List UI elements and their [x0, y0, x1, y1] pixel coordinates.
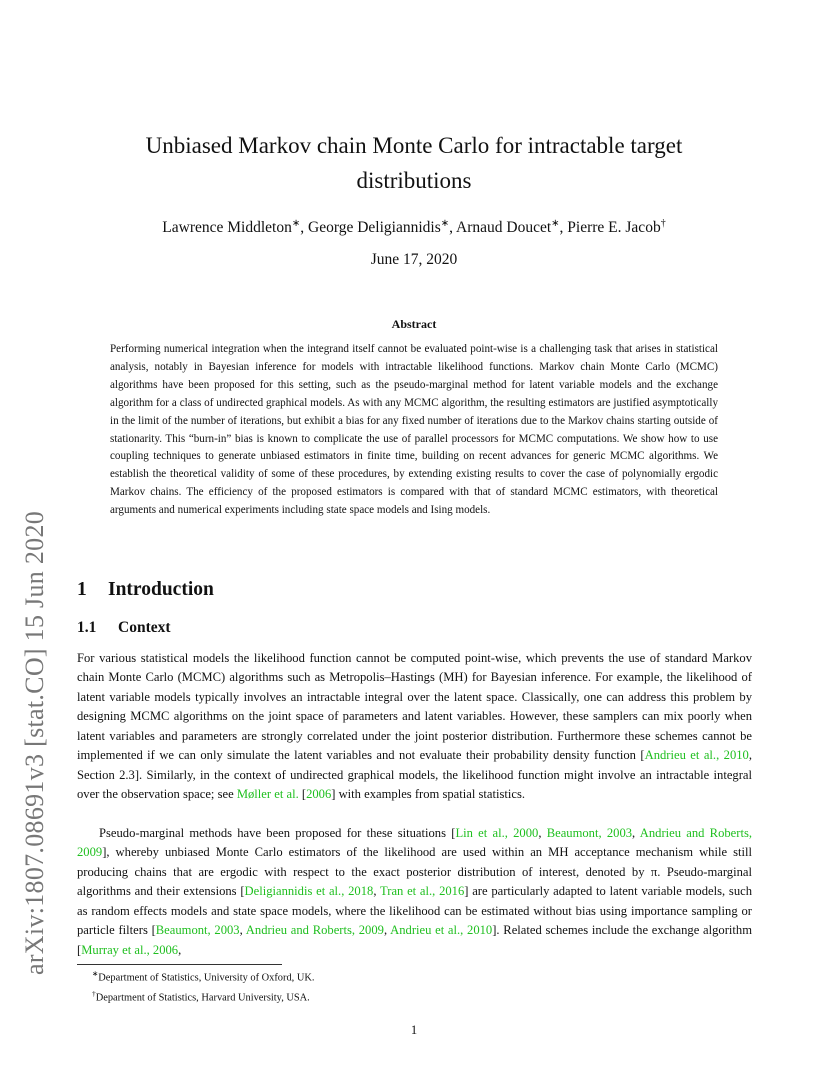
section-number: 1 [77, 579, 87, 600]
body-text: , [239, 923, 246, 938]
citation-link[interactable]: Murray et al., 2006 [81, 942, 179, 957]
paper-date: June 17, 2020 [370, 251, 458, 268]
paragraph-2 [77, 824, 752, 960]
body-text: , [632, 826, 640, 840]
citation-link[interactable]: 2006 [306, 787, 332, 802]
author-name: George Deligiannidis [308, 219, 441, 237]
body-text: , [538, 826, 547, 840]
affiliation-mark: † [660, 218, 666, 229]
footnote-mark: ∗ [92, 969, 99, 978]
subsection-title: Context [118, 619, 171, 636]
citation-link[interactable]: Beaumont, 2003 [546, 826, 633, 840]
footnotes [92, 966, 314, 1006]
body-text: ] are particularly adapted to latent variable models, such as random effects models and state space models, where the likelihood can be estimated without bias using importance sampling or particle filters [ [77, 884, 753, 938]
affiliation-mark: ∗ [291, 218, 301, 229]
section-heading [77, 579, 214, 601]
body-text: Pseudo-marginal methods have been proposed for these situations [ [99, 826, 456, 840]
subsection-heading [77, 619, 171, 637]
citation-link[interactable]: Andrieu et al., 2010 [390, 923, 493, 938]
author-name: Arnaud Doucet [456, 219, 552, 237]
author-name: Lawrence Middleton [162, 219, 292, 237]
author-list: Lawrence Middleton∗, George Deligiannidis∗, Arnaud Doucet∗, Pierre E. Jacob† [162, 218, 666, 237]
affiliation-mark: ∗ [440, 218, 450, 229]
body-text: , [373, 884, 380, 899]
paper-title: Unbiased Markov chain Monte Carlo for intractable target distributions [145, 133, 683, 193]
page-number: 1 [410, 1023, 418, 1037]
footnote [92, 966, 314, 986]
citation-link[interactable]: Andrieu and Roberts, 2009 [77, 826, 753, 860]
body-text: ]. Related schemes include the exchange algorithm [ [77, 923, 753, 957]
arxiv-side-stamp: arXiv:1807.08691v3 [stat.CO] 15 Jun 2020 [20, 510, 49, 975]
abstract-text: Performing numerical integration when the integrand itself cannot be evaluated point-wise is a challenging task that arises in statistical analysis, notably in Bayesian inference for models with intractable likelihood functions. Markov chain Monte Carlo (MCMC) algorithms have been proposed for this setting, such as the pseudo-marginal method for latent variable models and the exchange algorithm for a class of undirected graphical models. As with any MCMC algorithm, the resulting estimators are justified asymptotically in the limit of the number of iterations, but exhibit a bias for any fixed number of iterations due to the Markov chains starting outside of stationarity. This “burn-in” bias is known to complicate the use of parallel processors for MCMC computations. We show how to use coupling techniques to generate unbiased estimators in finite time, building on recent advances for generic MCMC algorithms. We establish the theoretical validity of some of these procedures, by extending existing results to cover the case of polynomially ergodic Markov chains. The efficiency of the proposed estimators is compared with that of standard MCMC estimators, with theoretical arguments and numerical experiments including state space models and Ising models. [110, 343, 718, 517]
citation-link[interactable]: Møller et al. [236, 787, 299, 802]
body-text: , [383, 923, 391, 938]
subsection-number: 1.1 [77, 619, 97, 636]
paragraph-1 [77, 649, 752, 805]
body-text: ], whereby unbiased Monte Carlo estimators of the likelihood are used within an MH acceptance mechanism while still producing chains that are ergodic with respect to the exact posterior distribution of interest, denoted by π. Pseudo-marginal algorithms and their extensions [ [77, 845, 752, 899]
citation-link[interactable]: Andrieu et al., 2010 [644, 748, 749, 763]
citation-link[interactable]: Deligiannidis et al., 2018 [244, 884, 374, 899]
footnote-mark: † [92, 988, 96, 998]
footnote-rule [77, 964, 282, 965]
affiliation-mark: ∗ [551, 218, 560, 229]
citation-link[interactable]: Beaumont, 2003 [155, 923, 240, 938]
body-text: For various statistical models the likelihood function cannot be computed point-wise, which prevents the use of standard Markov chain Monte Carlo (MCMC) algorithms such as Metropolis–Hastings (MH) for Bayesian inference. For example, the likelihood of latent variable models typically involves an intractable integral over the latent space. Classically, one can address this problem by designing MCMC algorithms on the joint space of parameters and latent variables. However, these samplers can mix poorly when latent variables and parameters are strongly correlated under the joint posterior distribution. Furthermore these schemes cannot be implemented if we can only simulate the latent variables and not evaluate their probability density function [ [77, 651, 752, 763]
citation-link[interactable]: Tran et al., 2016 [380, 884, 465, 899]
section-title: Introduction [108, 579, 214, 600]
footnote-text: Department of Statistics, University of Oxford, UK. [98, 972, 315, 984]
body-text: , [178, 942, 182, 957]
citation-link[interactable]: Andrieu and Roberts, 2009 [245, 923, 384, 938]
body-text: ] with examples from spatial statistics. [331, 787, 526, 802]
citation-link[interactable]: Lin et al., 2000 [455, 826, 539, 840]
abstract-heading: Abstract [391, 317, 437, 331]
body-text: , Section 2.3]. Similarly, in the context of undirected graphical models, the likelihood function might involve an intractable integral over the observation space; see [77, 748, 752, 802]
body-text: [ [298, 787, 307, 802]
footnote [92, 986, 314, 1006]
footnote-text: Department of Statistics, Harvard University, USA. [95, 992, 310, 1004]
author-name: Pierre E. Jacob [567, 219, 661, 237]
